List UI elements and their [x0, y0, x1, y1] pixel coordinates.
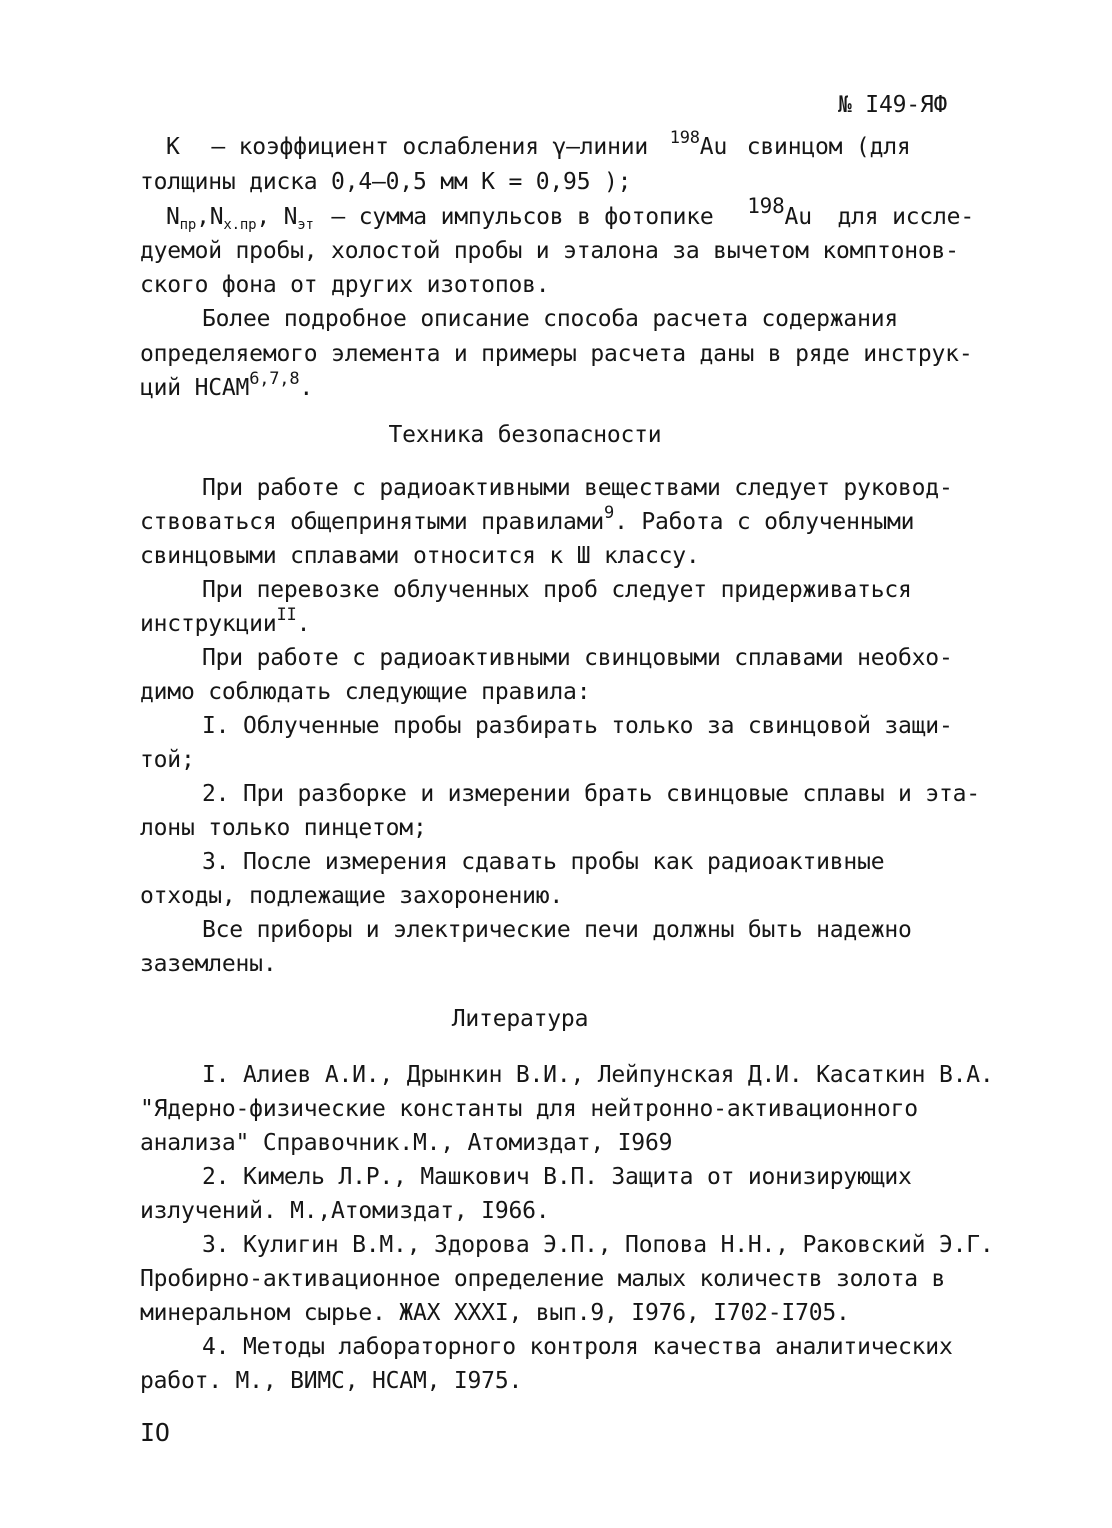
- safety-p2-end: .: [296, 611, 311, 637]
- page-number: IO: [140, 1418, 170, 1447]
- ref-3-line-1: 3. Кулигин В.М., Здорова Э.П., Попова Н.Н., Раковский Э.Г.: [202, 1232, 994, 1258]
- n-sample-symbol: N: [166, 204, 180, 230]
- safety-p1-line-2: [140, 503, 915, 539]
- ref-1-line-1: I. Алиев А.И., Дрынкин В.И., Лейпунская Д.И. Касаткин В.А.: [202, 1062, 994, 1088]
- safety-p1-text: ствоваться общепринятыми правилами: [140, 509, 605, 535]
- k-symbol: К: [166, 134, 180, 160]
- definition-k-line-1: [166, 128, 911, 164]
- ref-1-line-3: анализа" Справочник.М., Атомиздат, I969: [140, 1130, 673, 1156]
- definition-n-line-3: ского фона от других изотопов.: [140, 272, 550, 298]
- safety-p2-text: инструкции: [140, 611, 277, 637]
- safety-p4-line-2: заземлены.: [140, 951, 277, 977]
- n-definition-text: – сумма импульсов в фотопике: [331, 204, 714, 230]
- safety-rule-1-line-1: I. Облученные пробы разбирать только за свинцовой защи-: [202, 713, 953, 739]
- safety-heading: Техника безопасности: [388, 422, 662, 448]
- ref-3-line-2: Пробирно-активационное определение малых количеств золота в: [140, 1266, 946, 1292]
- doc-number: № I49-ЯФ: [838, 92, 948, 118]
- safety-rule-1-line-2: той;: [140, 747, 195, 773]
- definition-k-line-2: толщины диска 0,4–0,5 мм К = 0,95 );: [140, 169, 632, 195]
- isotope-mass: 198: [669, 128, 700, 148]
- safety-p1-line-1: При работе с радиоактивными веществами следует руковод-: [202, 475, 953, 501]
- ref-2-line-2: излучений. М.,Атомиздат, I966.: [140, 1198, 550, 1224]
- ref-2-line-1: 2. Кимель Л.Р., Машкович В.П. Защита от ионизирующих: [202, 1164, 912, 1190]
- safety-p1-text-end: . Работа с облученными: [614, 509, 915, 535]
- safety-p1-ref: 9: [604, 503, 615, 523]
- ref-1-line-2: "Ядерно-физические константы для нейтронно-активационного: [140, 1096, 918, 1122]
- n-standard-subscript: эт: [297, 217, 314, 233]
- definition-n-line-1: [166, 194, 974, 235]
- calc-note-refs: 6,7,8: [249, 369, 300, 389]
- calc-note-line-1: Более подробное описание способа расчета содержания: [202, 306, 899, 332]
- ref-3-line-3: минеральном сырье. ЖАХ XXXI, вып.9, I976, I702-I705.: [140, 1300, 850, 1326]
- k-definition-text-end: свинцом (для: [746, 134, 911, 160]
- safety-p2-line-2: [140, 605, 311, 641]
- safety-p2-ref: II: [276, 605, 297, 625]
- safety-p2-line-1: При перевозке облученных проб следует придерживаться: [202, 577, 912, 603]
- n-standard-symbol: , N: [256, 204, 298, 230]
- isotope-mass: 198: [747, 194, 785, 218]
- safety-p3-line-2: димо соблюдать следующие правила:: [140, 679, 591, 705]
- isotope-symbol: Au: [699, 134, 728, 160]
- k-definition-text: – коэффициент ослабления γ–линии: [211, 134, 649, 160]
- safety-rule-3-line-1: 3. После измерения сдавать пробы как радиоактивные: [202, 849, 885, 875]
- calc-note-end: .: [299, 375, 314, 401]
- literature-heading: Литература: [451, 1006, 589, 1032]
- n-blank-subscript: х.пр: [223, 217, 257, 233]
- definition-n-line-2: дуемой пробы, холостой пробы и эталона за вычетом комптонов-: [140, 238, 959, 264]
- safety-rule-3-line-2: отходы, подлежащие захоронению.: [140, 883, 564, 909]
- safety-p4-line-1: Все приборы и электрические печи должны быть надежно: [202, 917, 912, 943]
- calc-note-line-3: [140, 369, 314, 405]
- safety-p1-line-3: свинцовыми сплавами относится к Ш классу.: [140, 543, 700, 569]
- ref-4-line-2: работ. М., ВИМС, НСАМ, I975.: [140, 1368, 523, 1394]
- safety-p3-line-1: При работе с радиоактивными свинцовыми сплавами необхо-: [202, 645, 953, 671]
- ref-4-line-1: 4. Методы лабораторного контроля качества аналитических: [202, 1334, 953, 1360]
- n-definition-text-end: для иссле-: [837, 204, 974, 230]
- calc-note-text: ций НСАМ: [140, 375, 250, 401]
- safety-rule-2-line-1: 2. При разборке и измерении брать свинцовые сплавы и эта-: [202, 781, 980, 807]
- isotope-symbol: Au: [784, 204, 812, 230]
- safety-rule-2-line-2: лоны только пинцетом;: [140, 815, 427, 841]
- n-blank-symbol: ,N: [196, 204, 224, 230]
- calc-note-line-2: определяемого элемента и примеры расчета даны в ряде инструк-: [140, 341, 973, 367]
- n-sample-subscript: пр: [179, 217, 197, 233]
